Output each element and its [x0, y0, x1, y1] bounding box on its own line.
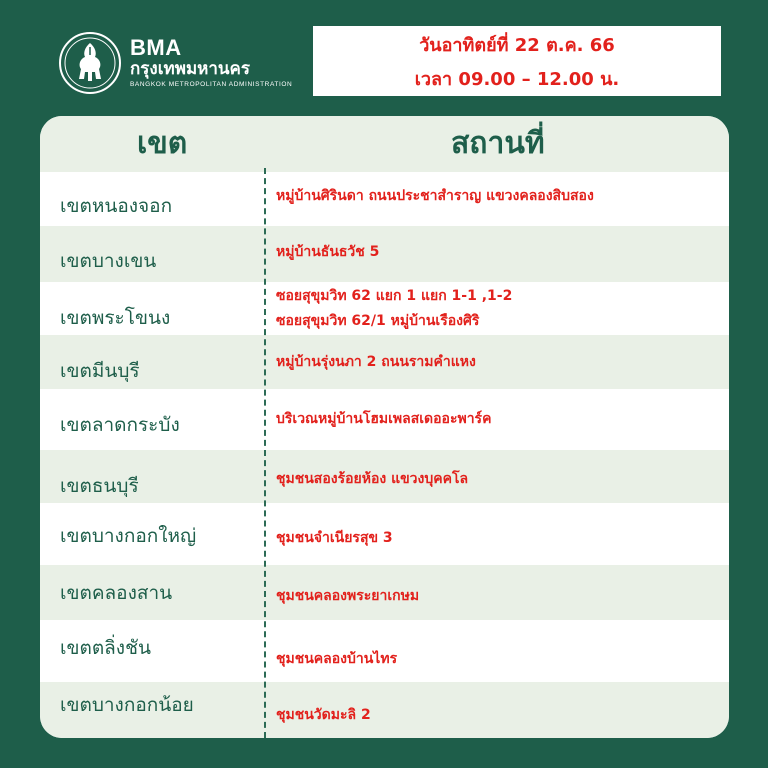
table-row [40, 282, 729, 335]
place-cell: ชุมชนจำเนียรสุข 3 [276, 530, 393, 546]
table-row [40, 172, 729, 226]
place-cell: ชุมชนสองร้อยห้อง แขวงบุคคโล [276, 471, 469, 487]
logo-thai-name: กรุงเทพมหานคร [130, 58, 251, 79]
table-row [40, 682, 729, 738]
table-header [40, 116, 729, 172]
district-cell: เขตบางกอกน้อย [60, 694, 194, 716]
place-cell: ชุมชนคลองบ้านไทร [276, 651, 398, 667]
event-time: เวลา 09.00 – 12.00 น. [414, 69, 620, 90]
bma-logo [58, 31, 292, 95]
bma-seal-icon [58, 31, 122, 95]
table-row [40, 335, 729, 389]
table-row [40, 565, 729, 620]
header [0, 0, 768, 112]
district-cell: เขตตลิ่งชัน [60, 637, 151, 659]
district-cell: เขตคลองสาน [60, 582, 173, 604]
table-row [40, 389, 729, 450]
place-cell: ซอยสุขุมวิท 62 แยก 1 แยก 1-1 ,1-2 [276, 288, 513, 304]
place-cell: หมู่บ้านศิรินดา ถนนประชาสำราญ แขวงคลองสิบสอง [276, 188, 594, 204]
schedule-table [40, 116, 729, 738]
district-cell: เขตมีนบุรี [60, 360, 140, 382]
place-cell: ซอยสุขุมวิท 62/1 หมู่บ้านเรืองศิริ [276, 313, 480, 329]
place-cell: ชุมชนวัดมะลิ 2 [276, 707, 371, 723]
place-cell: หมู่บ้านรุ่งนภา 2 ถนนรามคำแหง [276, 354, 476, 370]
district-column-header: เขต [137, 126, 188, 161]
place-cell: หมู่บ้านธันธวัช 5 [276, 244, 380, 260]
table-row [40, 226, 729, 282]
date-time-box [313, 26, 721, 96]
district-cell: เขตหนองจอก [60, 195, 173, 217]
table-row [40, 503, 729, 565]
district-cell: เขตพระโขนง [60, 307, 171, 329]
table-row [40, 450, 729, 503]
district-cell: เขตธนบุรี [60, 475, 139, 497]
place-cell: ชุมชนคลองพระยาเกษม [276, 588, 420, 604]
district-cell: เขตลาดกระบัง [60, 414, 180, 436]
column-divider [264, 168, 266, 738]
district-cell: เขตบางกอกใหญ่ [60, 525, 197, 547]
event-date: วันอาทิตย์ที่ 22 ต.ค. 66 [419, 35, 615, 56]
logo-english-name: BANGKOK METROPOLITAN ADMINISTRATION [130, 80, 293, 88]
place-column-header: สถานที่ [451, 126, 545, 161]
place-cell: บริเวณหมู่บ้านโฮมเพลสเดออะพาร์ค [276, 411, 492, 427]
table-row [40, 620, 729, 682]
district-cell: เขตบางเขน [60, 250, 157, 272]
logo-abbreviation: BMA [130, 34, 182, 60]
